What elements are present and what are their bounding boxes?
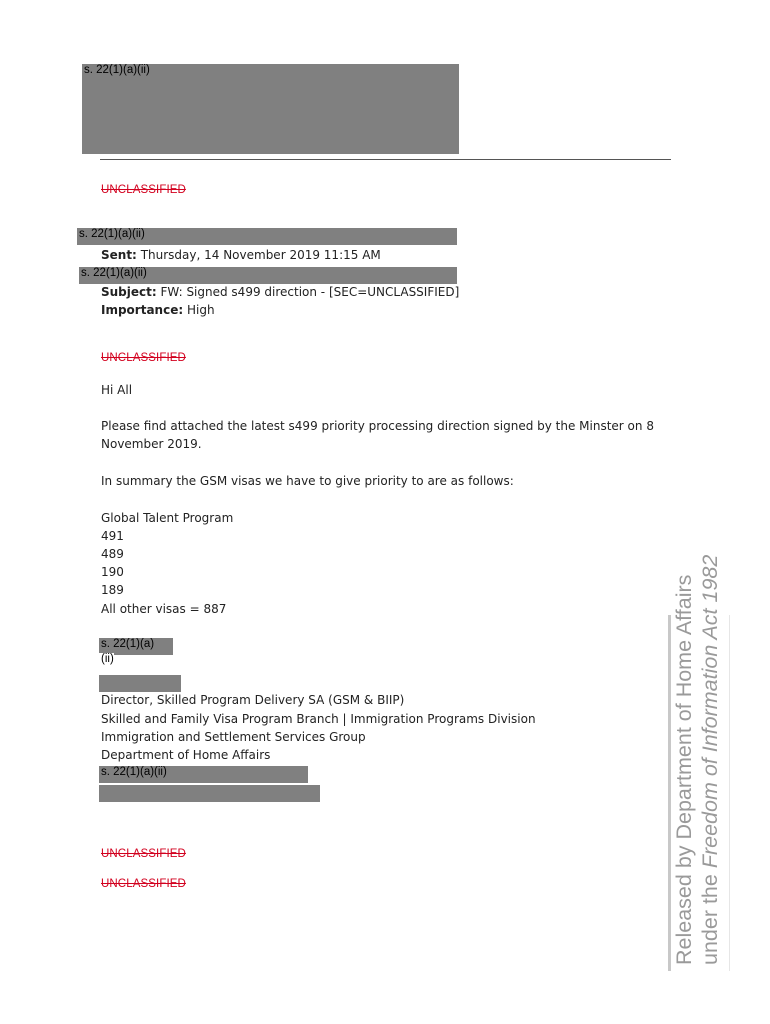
redaction-top xyxy=(82,64,459,154)
foi-release-line2 xyxy=(697,554,723,965)
redaction-label: s. 22(1)(a)(ii) xyxy=(79,228,145,240)
paragraph: In summary the GSM visas we have to give priority to are as follows: xyxy=(101,474,514,488)
importance-label: Importance: xyxy=(101,303,184,317)
redaction-to xyxy=(79,267,457,284)
redaction-from xyxy=(77,228,457,245)
paragraph-line: Please find attached the latest s499 priority processing direction signed by the Minster on 8 xyxy=(101,419,654,433)
priority-item: Global Talent Program xyxy=(101,511,234,525)
importance-field xyxy=(101,301,215,319)
redaction-contact xyxy=(99,766,308,783)
redaction-contact-extra xyxy=(99,785,320,802)
subject-value: FW: Signed s499 direction - [SEC=UNCLASSIFIED] xyxy=(160,285,460,299)
priority-item: 189 xyxy=(101,583,124,597)
paragraph-line: November 2019. xyxy=(101,437,202,451)
classification-marker-footer: UNCLASSIFIED xyxy=(101,848,186,860)
priority-item: 489 xyxy=(101,547,124,561)
subject-label: Subject: xyxy=(101,285,157,299)
header-divider xyxy=(100,159,671,160)
priority-item: 190 xyxy=(101,565,124,579)
foi-release-stamp xyxy=(668,554,730,971)
redaction-label: s. 22(1)(a)(ii) xyxy=(84,64,150,76)
signature-branch: Skilled and Family Visa Program Branch | Immigration Programs Division xyxy=(101,712,536,726)
signature-title: Director, Skilled Program Delivery SA (GSM & BIIP) xyxy=(101,693,405,707)
signature-group: Immigration and Settlement Services Group xyxy=(101,730,366,744)
signature-department: Department of Home Affairs xyxy=(101,748,271,762)
redaction-label: s. 22(1)(a)(ii) xyxy=(81,267,147,279)
subject-field xyxy=(101,283,459,301)
priority-item: 491 xyxy=(101,529,124,543)
classification-marker-footer: UNCLASSIFIED xyxy=(101,878,186,890)
foi-act-name: Freedom of Information Act 1982 xyxy=(698,554,722,869)
priority-item: All other visas = 887 xyxy=(101,602,227,616)
importance-value: High xyxy=(186,303,215,317)
sent-label: Sent: xyxy=(101,248,137,262)
redaction-signature-extra xyxy=(99,675,181,692)
foi-release-text xyxy=(671,554,729,971)
foi-release-line1: Released by Department of Home Affairs xyxy=(672,574,696,965)
redaction-label: s. 22(1)(a)(ii) xyxy=(101,766,167,778)
classification-marker-top: UNCLASSIFIED xyxy=(101,184,186,196)
sent-field xyxy=(101,246,381,264)
redaction-label: (ii) xyxy=(101,653,114,665)
classification-marker-body: UNCLASSIFIED xyxy=(101,352,186,364)
greeting: Hi All xyxy=(101,383,133,397)
redaction-label: s. 22(1)(a) xyxy=(101,638,155,650)
foi-release-line2-prefix: under the xyxy=(698,868,722,965)
sent-value: Thursday, 14 November 2019 11:15 AM xyxy=(140,248,381,262)
